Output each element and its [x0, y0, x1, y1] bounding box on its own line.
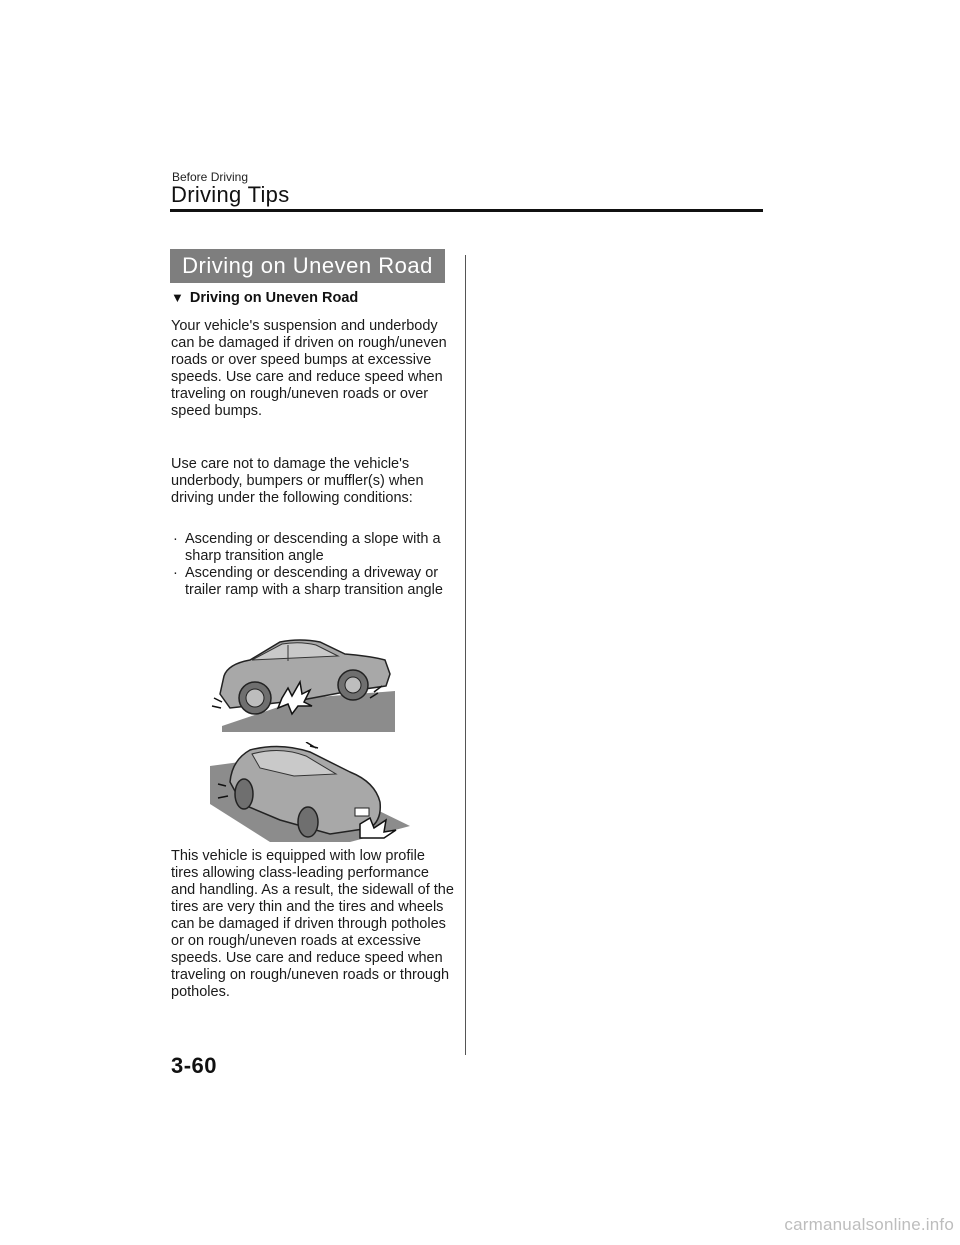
- license-plate-shape: [355, 808, 369, 816]
- car-scrape-illustration: [210, 742, 410, 842]
- subsection-heading-text: Driving on Uneven Road: [189, 290, 359, 306]
- column-divider: [465, 255, 466, 1055]
- bullet-dot-icon: ·: [173, 531, 178, 547]
- paragraph-underbody: Use care not to damage the vehicle's underbody, bumpers or muffler(s) when driving under the following conditions:: [171, 456, 424, 506]
- page-number: 3-60: [171, 1053, 218, 1078]
- rear-wheel-rear-view-shape: [298, 807, 318, 837]
- list-item-text: Ascending or descending a driveway or trailer ramp with a sharp transition angle: [185, 565, 443, 598]
- list-item: [171, 565, 456, 599]
- rear-hub-shape: [345, 677, 361, 693]
- watermark: carmanualsonline.info: [784, 1215, 954, 1234]
- header-rule: [170, 209, 763, 212]
- front-wheel-rear-view-shape: [235, 779, 253, 809]
- conditions-list: [171, 531, 456, 599]
- page-title: Driving Tips: [171, 182, 290, 207]
- paragraph-tires: This vehicle is equipped with low profile tires allowing class-leading performance and handling. As a result, the sidewall of the tires are very thin and the tires and wheels can be damaged if driven through potholes or on rough/uneven roads at excessive speeds. Use care and reduce speed when traveling on rough/uneven roads or through potholes.: [171, 848, 454, 1000]
- list-item: [171, 531, 456, 565]
- chapter-label: Before Driving: [172, 170, 249, 184]
- section-banner: Driving on Uneven Road: [170, 249, 445, 283]
- bullet-dot-icon: ·: [173, 565, 178, 581]
- car-slope-illustration: [210, 636, 400, 736]
- subsection-heading: [171, 290, 358, 306]
- triangle-marker-icon: ▼: [171, 290, 184, 305]
- list-item-text: Ascending or descending a slope with a sharp transition angle: [185, 531, 441, 564]
- front-hub-shape: [246, 689, 264, 707]
- paragraph-suspension: Your vehicle's suspension and underbody can be damaged if driven on rough/uneven roads or over speed bumps at excessive speeds. Use care and reduce speed when traveling on rough/uneven roads or over speed bumps.: [171, 318, 447, 419]
